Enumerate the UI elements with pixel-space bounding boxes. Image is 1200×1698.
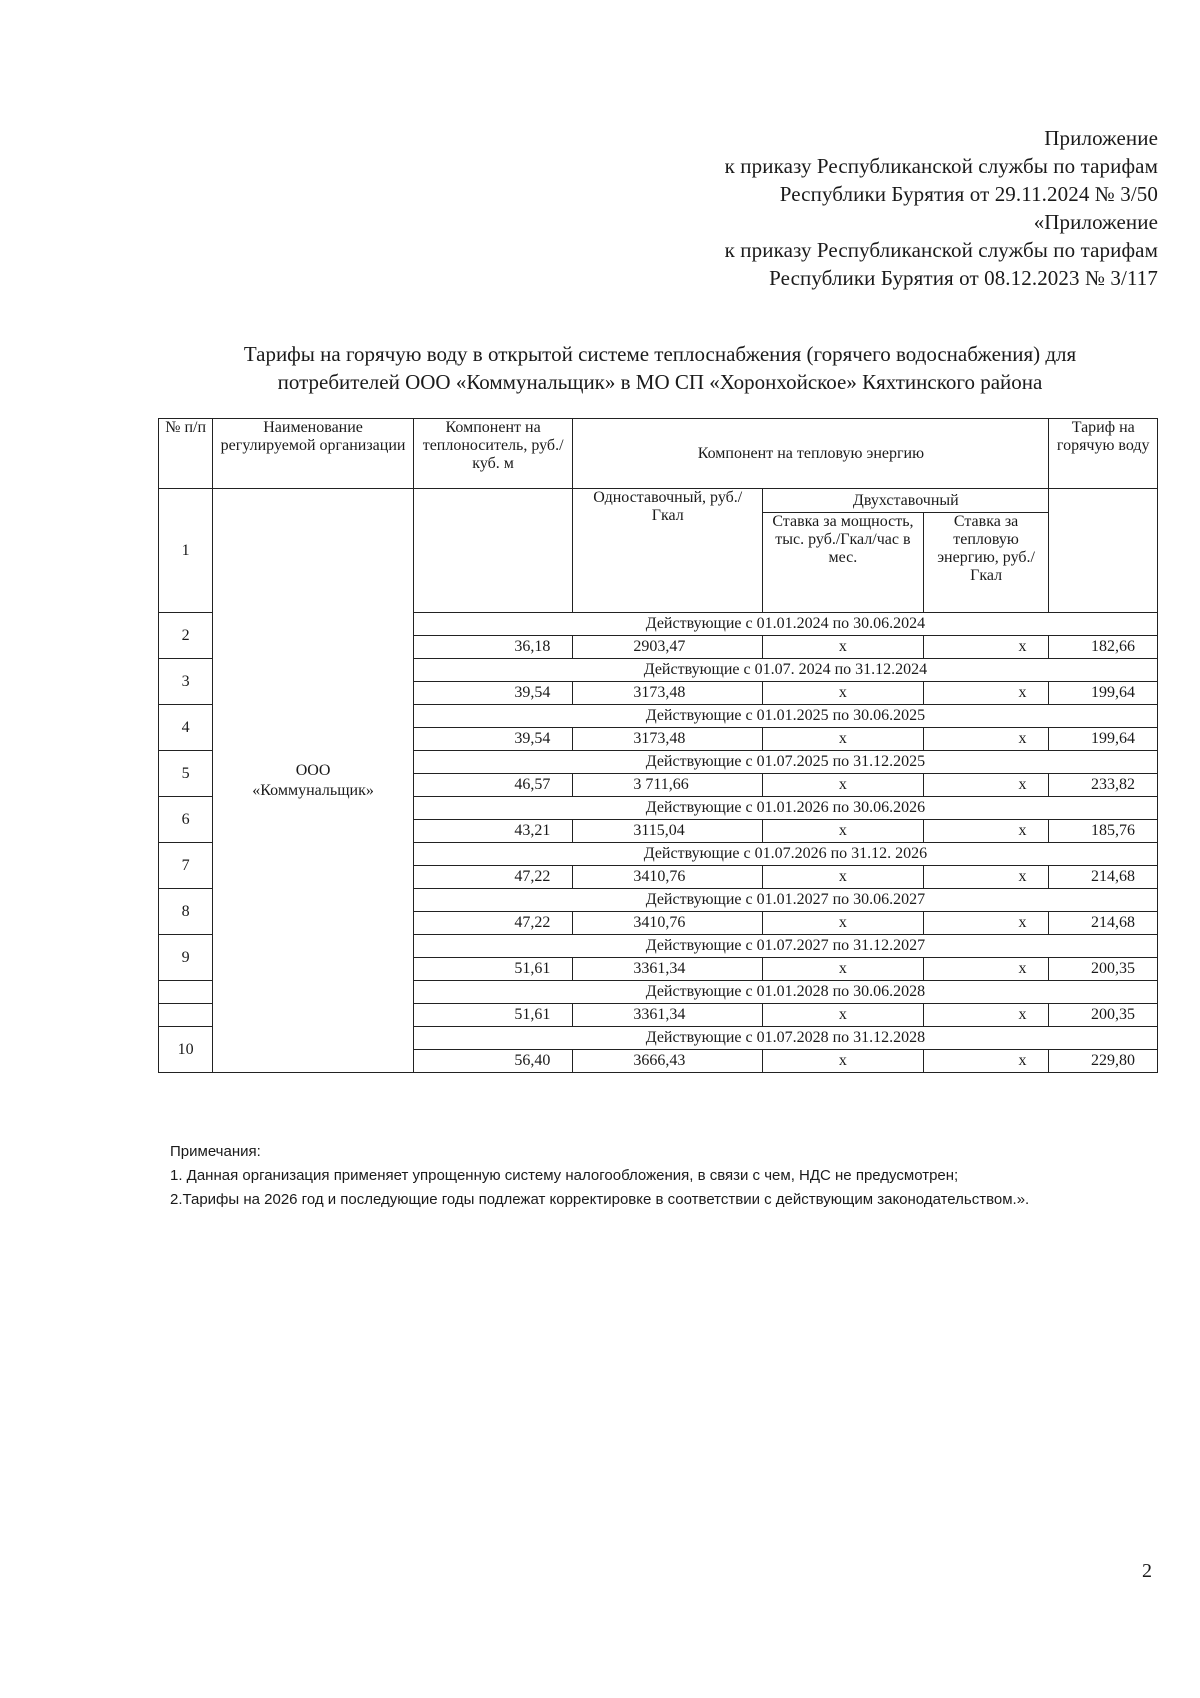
capacity-rate-value: x: [763, 1050, 924, 1073]
capacity-rate-value: x: [763, 682, 924, 705]
period-label: Действующие с 01.01.2028 по 30.06.2028: [413, 981, 1157, 1004]
single-rate-value: 3361,34: [573, 1004, 763, 1027]
energy-rate-value: x: [923, 912, 1049, 935]
header-energy-rate: Ставка за тепловую энергию, руб./Гкал: [923, 513, 1049, 613]
tariff-value: 214,68: [1049, 866, 1158, 889]
document-title: [160, 340, 1160, 396]
title-line-2: потребителей ООО «Коммунальщик» в МО СП «Хоронхойское» Кяхтинского района: [277, 370, 1043, 394]
row-number: 5: [159, 751, 213, 797]
notes-heading: Примечания:: [170, 1143, 261, 1160]
carrier-value: 39,54: [413, 728, 572, 751]
header-org: Наименование регулируемой организации: [213, 419, 414, 489]
tariff-value: 214,68: [1049, 912, 1158, 935]
period-label: Действующие с 01.01.2027 по 30.06.2027: [413, 889, 1157, 912]
header-line: к приказу Республиканской службы по тарифам: [724, 238, 1158, 262]
tariff-value: 200,35: [1049, 958, 1158, 981]
energy-rate-value: x: [923, 866, 1049, 889]
header-line: к приказу Республиканской службы по тарифам: [724, 154, 1158, 178]
carrier-value: 56,40: [413, 1050, 572, 1073]
org-name-line: ООО: [295, 761, 331, 779]
single-rate-value: 3173,48: [573, 728, 763, 751]
header-line: Приложение: [1044, 126, 1158, 150]
tariff-value: 200,35: [1049, 1004, 1158, 1027]
single-rate-value: 3115,04: [573, 820, 763, 843]
empty-cell: [413, 489, 572, 613]
period-label: Действующие с 01.07.2026 по 31.12. 2026: [413, 843, 1157, 866]
row-number: 9: [159, 935, 213, 981]
capacity-rate-value: x: [763, 1004, 924, 1027]
period-label: Действующие с 01.07. 2024 по 31.12.2024: [413, 659, 1157, 682]
tariff-value: 233,82: [1049, 774, 1158, 797]
header-num: № п/п: [159, 419, 213, 489]
energy-rate-value: x: [923, 1004, 1049, 1027]
single-rate-value: 3666,43: [573, 1050, 763, 1073]
carrier-value: 46,57: [413, 774, 572, 797]
capacity-rate-value: x: [763, 958, 924, 981]
header-double: Двухставочный: [763, 489, 1049, 513]
tariff-value: 199,64: [1049, 682, 1158, 705]
row-number: 4: [159, 705, 213, 751]
capacity-rate-value: x: [763, 866, 924, 889]
org-name-line: «Коммунальщик»: [252, 781, 374, 799]
row-number: 3: [159, 659, 213, 705]
carrier-value: 36,18: [413, 636, 572, 659]
single-rate-value: 3410,76: [573, 866, 763, 889]
header-energy: Компонент на тепловую энергию: [573, 419, 1049, 489]
row-number: 2: [159, 613, 213, 659]
header-line: Республики Бурятия от 08.12.2023 № 3/117: [769, 266, 1158, 290]
energy-rate-value: x: [923, 636, 1049, 659]
carrier-value: 43,21: [413, 820, 572, 843]
carrier-value: 51,61: [413, 1004, 572, 1027]
carrier-value: 39,54: [413, 682, 572, 705]
period-label: Действующие с 01.07.2027 по 31.12.2027: [413, 935, 1157, 958]
carrier-value: 51,61: [413, 958, 572, 981]
capacity-rate-value: x: [763, 774, 924, 797]
page-number: 2: [1142, 1560, 1152, 1582]
tariff-value: 199,64: [1049, 728, 1158, 751]
tariff-value: 185,76: [1049, 820, 1158, 843]
header-single: Одноставочный, руб./Гкал: [573, 489, 763, 613]
header-tariff: Тариф на горячую воду: [1049, 419, 1158, 489]
period-label: Действующие с 01.07.2025 по 31.12.2025: [413, 751, 1157, 774]
empty-cell: [1049, 489, 1158, 613]
appendix-header: [725, 124, 1158, 292]
note-item: 1. Данная организация применяет упрощенную систему налогообложения, в связи с чем, НДС не предусмотрен;: [170, 1167, 959, 1184]
single-rate-value: 3361,34: [573, 958, 763, 981]
tariff-value: 229,80: [1049, 1050, 1158, 1073]
notes-section: [170, 1140, 1150, 1212]
carrier-value: 47,22: [413, 912, 572, 935]
period-label: Действующие с 01.01.2024 по 30.06.2024: [413, 613, 1157, 636]
row-number: 10: [159, 1027, 213, 1073]
header-capacity: Ставка за мощность, тыс. руб./Гкал/час в мес.: [763, 513, 924, 613]
energy-rate-value: x: [923, 958, 1049, 981]
row-number: 7: [159, 843, 213, 889]
capacity-rate-value: x: [763, 728, 924, 751]
single-rate-value: 3173,48: [573, 682, 763, 705]
row-number: 6: [159, 797, 213, 843]
single-rate-value: 2903,47: [573, 636, 763, 659]
row-number: [159, 981, 213, 1004]
tariff-table: [158, 418, 1158, 1073]
period-label: Действующие с 01.01.2025 по 30.06.2025: [413, 705, 1157, 728]
tariff-value: 182,66: [1049, 636, 1158, 659]
energy-rate-value: x: [923, 774, 1049, 797]
row-number: 1: [159, 489, 213, 613]
energy-rate-value: x: [923, 728, 1049, 751]
note-item: 2.Тарифы на 2026 год и последующие годы подлежат корректировке в соответствии с действующим законодательством.».: [170, 1191, 1030, 1208]
row-number: 8: [159, 889, 213, 935]
capacity-rate-value: x: [763, 912, 924, 935]
capacity-rate-value: x: [763, 820, 924, 843]
header-carrier: Компонент на теплоноситель, руб./куб. м: [413, 419, 572, 489]
org-name-cell: [213, 489, 414, 1073]
carrier-value: 47,22: [413, 866, 572, 889]
header-line: «Приложение: [1033, 210, 1158, 234]
period-label: Действующие с 01.01.2026 по 30.06.2026: [413, 797, 1157, 820]
single-rate-value: 3410,76: [573, 912, 763, 935]
energy-rate-value: x: [923, 820, 1049, 843]
header-line: Республики Бурятия от 29.11.2024 № 3/50: [779, 182, 1158, 206]
title-line-1: Тарифы на горячую воду в открытой системе теплоснабжения (горячего водоснабжения) для: [243, 342, 1077, 366]
period-label: Действующие с 01.07.2028 по 31.12.2028: [413, 1027, 1157, 1050]
energy-rate-value: x: [923, 682, 1049, 705]
single-rate-value: 3 711,66: [573, 774, 763, 797]
energy-rate-value: x: [923, 1050, 1049, 1073]
empty-cell: [159, 1004, 213, 1027]
capacity-rate-value: x: [763, 636, 924, 659]
